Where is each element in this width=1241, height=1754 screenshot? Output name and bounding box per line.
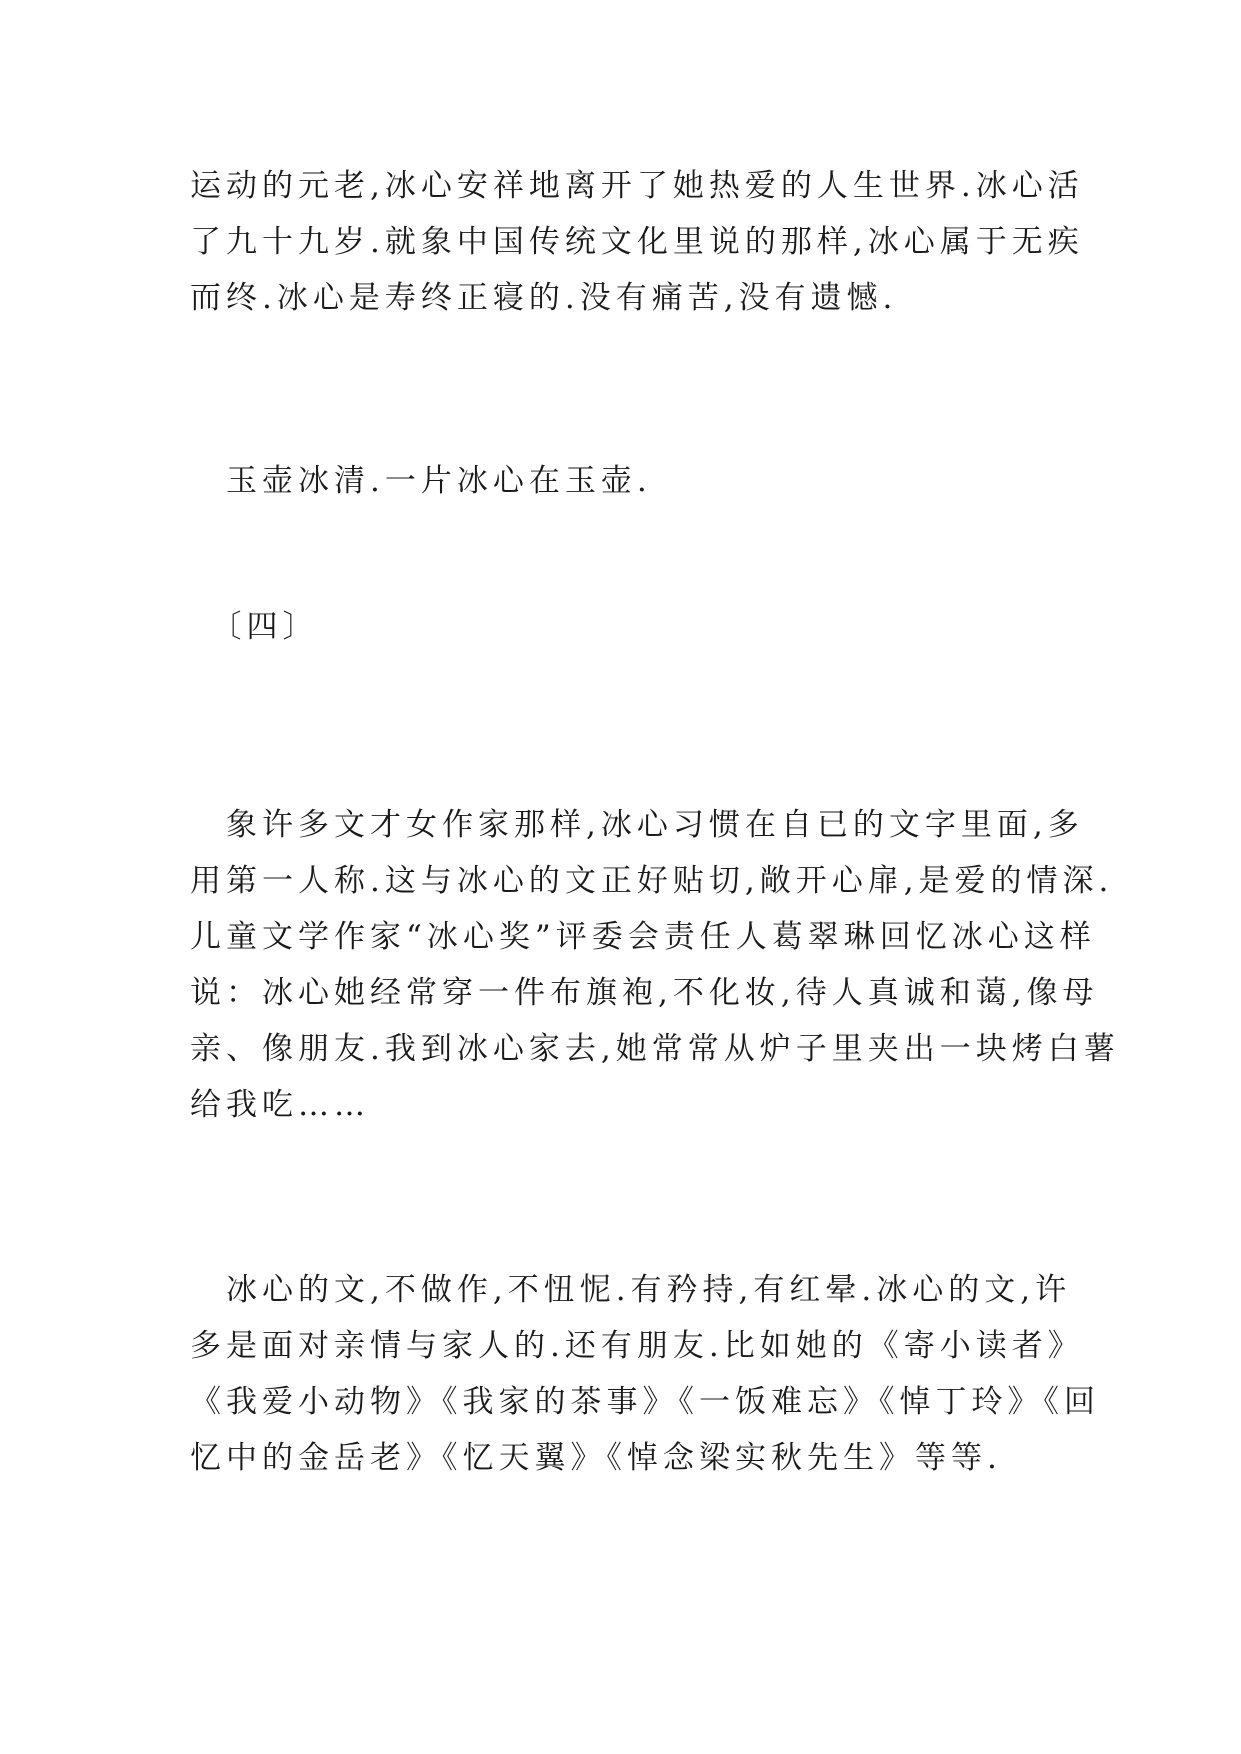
- text-line: 亲、像朋友.我到冰心家去,她常常从炉子里夹出一块烤白薯: [190, 1031, 1120, 1067]
- text-line: 给我吃……: [190, 1087, 370, 1123]
- paragraph-first-person: [190, 797, 1120, 1133]
- text-line: 运动的元老,冰心安祥地离开了她热爱的人生世界.冰心活: [190, 168, 1084, 204]
- section-number: 〔四〕: [190, 609, 319, 645]
- text-line: 冰心的文,不做作,不忸怩.有矜持,有红晕.冰心的文,许: [190, 1272, 1072, 1308]
- paragraph-bingxin-passing: [190, 158, 1084, 326]
- text-line: 说：冰心她经常穿一件布旗袍,不化妆,待人真诚和蔼,像母: [190, 975, 1099, 1011]
- text-line: 用第一人称.这与冰心的文正好贴切,敞开心扉,是爱的情深.: [190, 863, 1114, 899]
- text-line: 象许多文才女作家那样,冰心习惯在自已的文字里面,多: [190, 807, 1084, 843]
- text-line: 《我爱小动物》《我家的茶事》《一饭难忘》《悼丁玲》《回: [190, 1384, 1100, 1420]
- text-line: 忆中的金岳老》《忆天翼》《悼念梁实秋先生》等等.: [190, 1440, 1002, 1476]
- section-heading-four: [190, 599, 1070, 655]
- text-line: 儿童文学作家“冰心奖”评委会责任人葛翠琳回忆冰心这样: [190, 919, 1096, 955]
- text-line: 玉壶冰清.一片冰心在玉壶.: [190, 463, 652, 499]
- paragraph-jade-pot: [190, 453, 1070, 509]
- text-line: 多是面对亲情与家人的.还有朋友.比如她的《寄小读者》: [190, 1328, 1084, 1364]
- text-line: 了九十九岁.就象中国传统文化里说的那样,冰心属于无疾: [190, 224, 1084, 260]
- paragraph-works-list: [190, 1262, 1100, 1486]
- text-line: 而终.冰心是寿终正寝的.没有痛苦,没有遗憾.: [190, 280, 898, 316]
